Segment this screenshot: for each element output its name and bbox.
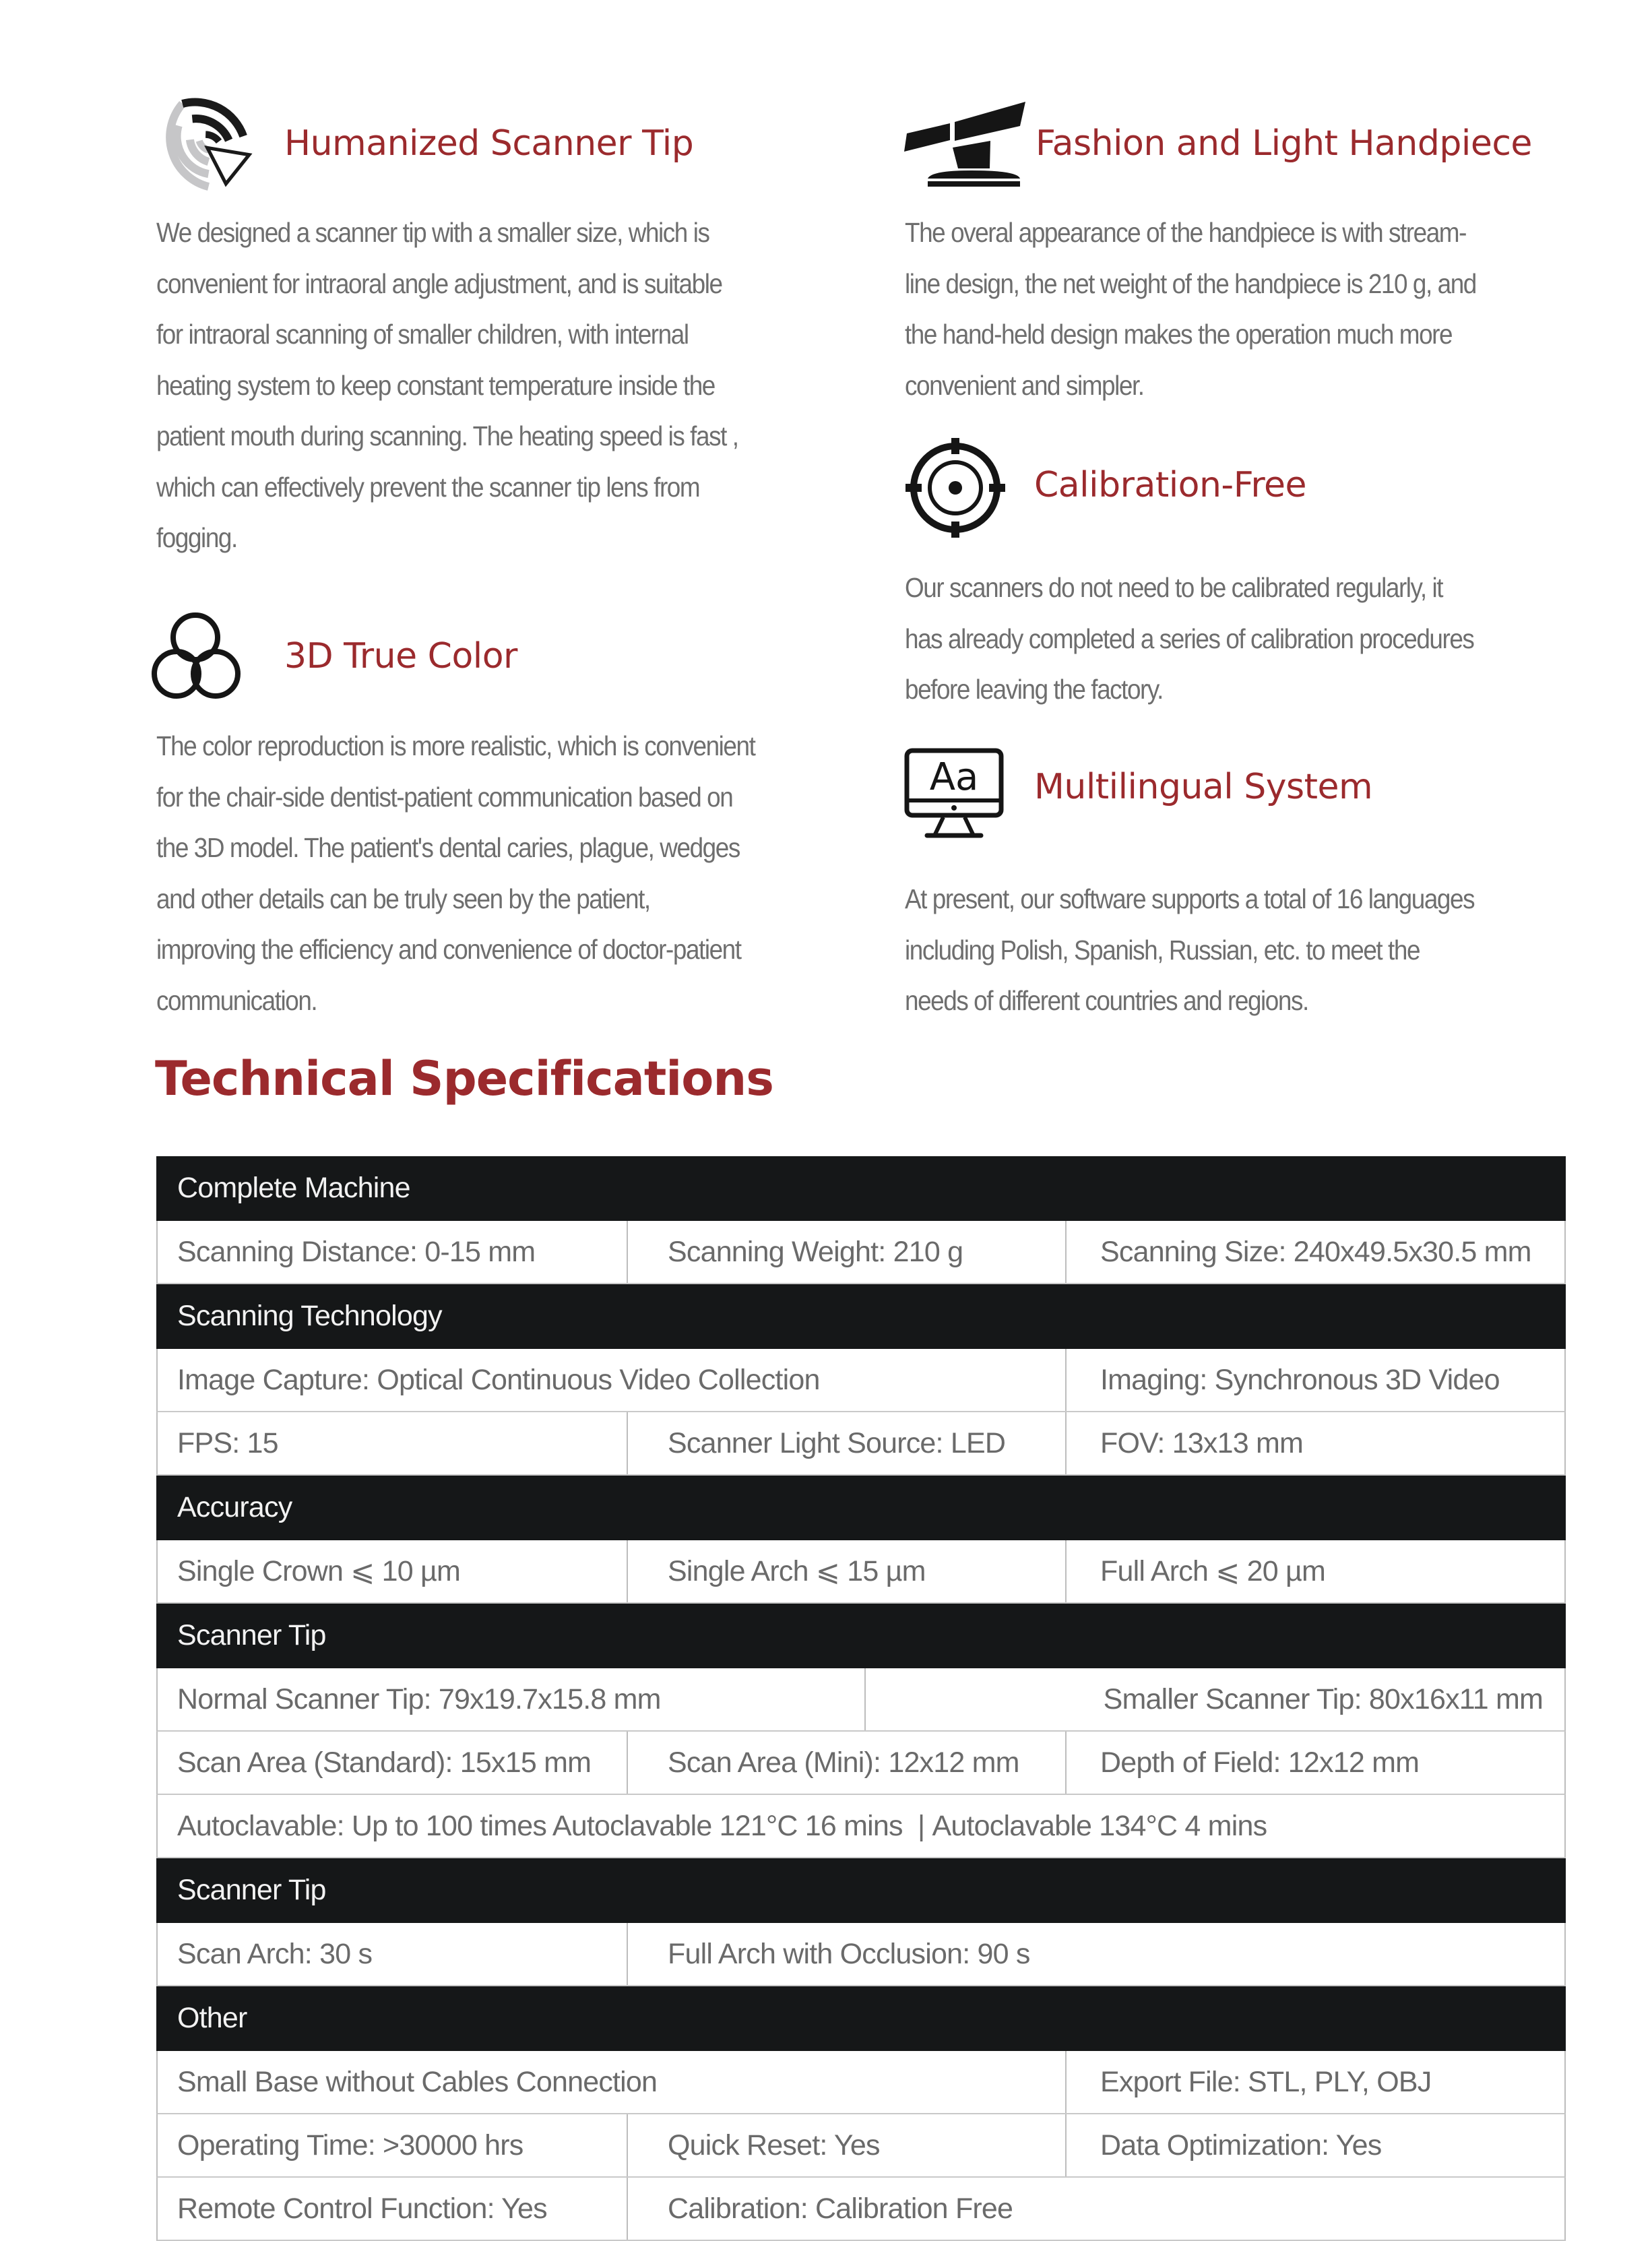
- table-cell: FPS: 15: [177, 1426, 278, 1459]
- table-cell: Single Crown ⩽ 10 µm: [177, 1555, 461, 1587]
- feature-title: Calibration-Free: [1034, 465, 1307, 505]
- table-cell: FOV: 13x13 mm: [1065, 1412, 1303, 1474]
- table-cell: Depth of Field: 12x12 mm: [1065, 1732, 1419, 1794]
- text-line: convenient and simpler.: [905, 369, 1144, 401]
- text-line: patient mouth during scanning. The heating speed is fast ,: [156, 420, 738, 451]
- table-cell: Scan Area (Mini): 12x12 mm: [627, 1732, 1019, 1794]
- table-section-header: [156, 1604, 1566, 1668]
- feature-description: [905, 208, 1572, 411]
- table-row: [156, 1668, 1566, 1732]
- text-line: heating system to keep constant temperature inside the: [156, 369, 715, 401]
- section-label: Scanner Tip: [177, 1873, 326, 1906]
- text-line: fogging.: [156, 522, 237, 553]
- section-label: Scanner Tip: [177, 1618, 326, 1651]
- table-cell: Scanning Distance: 0-15 mm: [177, 1235, 536, 1268]
- table-row: [156, 2114, 1566, 2178]
- text-line: for intraoral scanning of smaller children, with internal: [156, 319, 689, 350]
- monitor-aa-icon: [904, 748, 1004, 842]
- feature-title: Multilingual System: [1034, 767, 1373, 807]
- feature-title: Humanized Scanner Tip: [284, 123, 694, 164]
- table-cell: Scanner Light Source: LED: [627, 1412, 1005, 1474]
- monitor-aa-label: Aa: [929, 755, 979, 799]
- text-line: needs of different countries and regions.: [905, 985, 1308, 1016]
- feature-description: [905, 874, 1572, 1027]
- text-line: improving the efficiency and convenience of doctor-patient: [156, 934, 741, 965]
- text-line: At present, our software supports a total of 16 languages: [905, 883, 1475, 914]
- table-section-header: [156, 1156, 1566, 1221]
- table-row: [156, 2178, 1566, 2241]
- section-label: Accuracy: [177, 1490, 292, 1523]
- table-cell: Quick Reset: Yes: [627, 2114, 880, 2176]
- feature-title: Fashion and Light Handpiece: [1036, 123, 1532, 164]
- text-line: has already completed a series of calibration procedures: [905, 623, 1474, 654]
- table-section-header: [156, 1284, 1566, 1349]
- table-cell: Remote Control Function: Yes: [177, 2192, 547, 2225]
- feature-description: [905, 563, 1572, 716]
- text-line: Our scanners do not need to be calibrated regularly, it: [905, 572, 1443, 603]
- section-label: Other: [177, 2001, 247, 2034]
- table-cell: Calibration: Calibration Free: [627, 2178, 1564, 2240]
- table-row: [156, 1732, 1566, 1795]
- text-line: and other details can be truly seen by the patient,: [156, 883, 650, 914]
- handpiece-icon: [904, 96, 1028, 187]
- table-cell: Single Arch ⩽ 15 µm: [627, 1540, 926, 1602]
- table-cell: Scan Area (Standard): 15x15 mm: [177, 1746, 592, 1779]
- text-line: The color reproduction is more realistic, which is convenient: [156, 730, 755, 761]
- section-label: Scanning Technology: [177, 1299, 442, 1332]
- table-cell: Scanning Size: 240x49.5x30.5 mm: [1065, 1221, 1531, 1283]
- table-cell: Full Arch ⩽ 20 µm: [1065, 1540, 1325, 1602]
- feature-title: 3D True Color: [284, 636, 517, 676]
- table-row: [156, 1221, 1566, 1284]
- table-cell: Scan Arch: 30 s: [177, 1937, 373, 1970]
- table-cell: Smaller Scanner Tip: 80x16x11 mm: [864, 1668, 1564, 1730]
- table-cell: Full Arch with Occlusion: 90 s: [627, 1923, 1564, 1985]
- table-section-header: [156, 1986, 1566, 2051]
- table-cell: Export File: STL, PLY, OBJ: [1065, 2051, 1431, 2113]
- table-cell: Data Optimization: Yes: [1065, 2114, 1381, 2176]
- text-line: including Polish, Spanish, Russian, etc. to meet the: [905, 934, 1420, 966]
- text-line: We designed a scanner tip with a smaller size, which is: [156, 217, 709, 248]
- text-line: for the chair-side dentist-patient communication based on: [156, 781, 733, 813]
- technical-specifications-title: Technical Specifications: [155, 1051, 773, 1106]
- text-line: the 3D model. The patient's dental caries, plague, wedges: [156, 832, 740, 863]
- table-row: [156, 1795, 1566, 1858]
- table-row: [156, 1923, 1566, 1986]
- text-line: which can effectively prevent the scanner tip lens from: [156, 471, 700, 503]
- scanner-signal-icon: [150, 91, 267, 195]
- text-line: The overal appearance of the handpiece is with stream-: [905, 217, 1466, 248]
- table-section-header: [156, 1858, 1566, 1923]
- table-cell: Scanning Weight: 210 g: [627, 1221, 963, 1283]
- specs-table: [156, 1156, 1566, 2241]
- table-cell: Image Capture: Optical Continuous Video Collection: [177, 1363, 820, 1396]
- table-row: [156, 1349, 1566, 1412]
- feature-description: [156, 721, 872, 1026]
- table-cell: Operating Time: >30000 hrs: [177, 2128, 523, 2161]
- table-row: [156, 1540, 1566, 1604]
- table-cell: Normal Scanner Tip: 79x19.7x15.8 mm: [177, 1682, 661, 1715]
- table-cell: Autoclavable: Up to 100 times Autoclavable 121°C 16 mins | Autoclavable 134°C 4 mins: [177, 1809, 1267, 1842]
- table-row: [156, 1412, 1566, 1476]
- feature-description: [156, 208, 860, 564]
- section-label: Complete Machine: [177, 1171, 410, 1204]
- text-line: the hand-held design makes the operation much more: [905, 319, 1453, 350]
- table-cell: Small Base without Cables Connection: [177, 2065, 658, 2098]
- table-cell: Imaging: Synchronous 3D Video: [1065, 1349, 1500, 1411]
- table-row: [156, 2051, 1566, 2114]
- table-section-header: [156, 1476, 1566, 1540]
- text-line: communication.: [156, 984, 317, 1016]
- text-line: convenient for intraoral angle adjustment, and is suitable: [156, 267, 722, 299]
- text-line: before leaving the factory.: [905, 674, 1163, 705]
- three-circles-icon: [150, 612, 243, 701]
- text-line: line design, the net weight of the handpiece is 210 g, and: [905, 267, 1476, 299]
- crosshair-target-icon: [904, 437, 1007, 539]
